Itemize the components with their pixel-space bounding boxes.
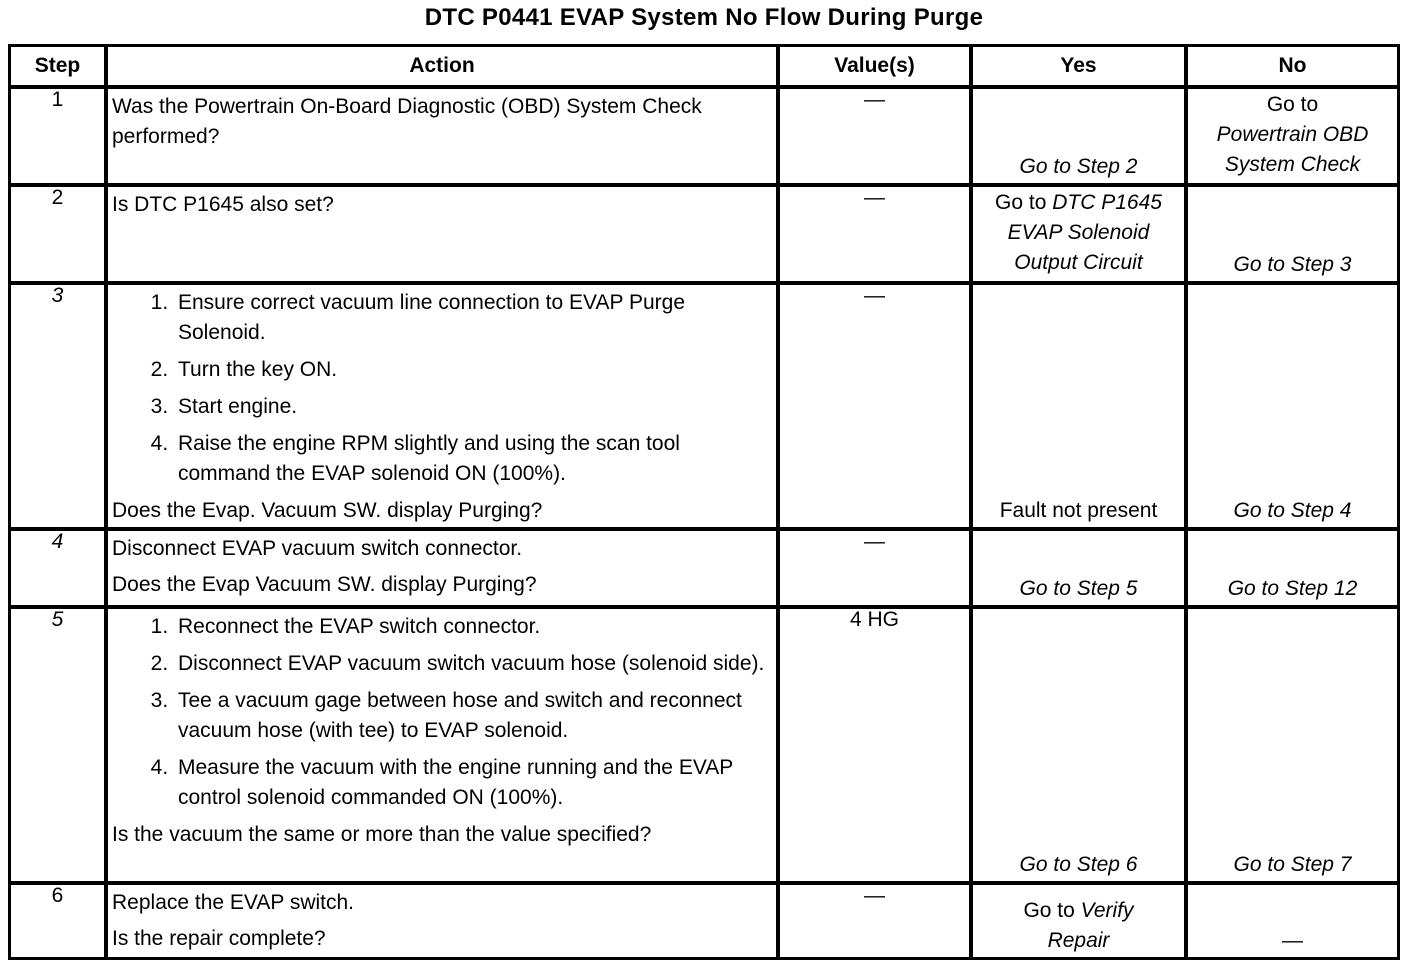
header-action: Action xyxy=(106,45,778,87)
table-row xyxy=(9,529,1399,607)
value-cell: — xyxy=(778,185,971,283)
value-cell: — xyxy=(778,283,971,529)
action-cell xyxy=(106,87,778,185)
action-text: Is DTC P1645 also set? xyxy=(112,193,334,216)
step-number: 6 xyxy=(9,883,106,959)
value-cell: — xyxy=(778,87,971,185)
procedure-item: 3. Tee a vacuum gage between hose and switch and reconnect vacuum hose (with tee) to EVAP solenoid. xyxy=(174,686,772,746)
action-text: Was the Powertrain On-Board Diagnostic (OBD) System Check performed? xyxy=(112,95,702,148)
header-row xyxy=(9,45,1399,87)
value-cell: — xyxy=(778,529,971,607)
no-text-line2: Powertrain OBD xyxy=(1216,123,1369,146)
procedure-item: 2. Disconnect EVAP vacuum switch vacuum hose (solenoid side). xyxy=(174,649,772,679)
procedure-item: 4. Raise the engine RPM slightly and using the scan tool command the EVAP solenoid ON (100%). xyxy=(174,429,772,489)
no-text-line1: Go to xyxy=(1266,93,1319,116)
action-cell xyxy=(106,607,778,883)
no-cell xyxy=(1186,283,1399,529)
no-text: Go to Step 3 xyxy=(1233,253,1352,276)
procedure-item: 4. Measure the vacuum with the engine running and the EVAP control solenoid commanded ON (100%). xyxy=(174,753,772,813)
yes-reference: Verify xyxy=(1080,899,1134,922)
no-cell xyxy=(1186,87,1399,185)
procedure-item: 2. Turn the key ON. xyxy=(174,355,772,385)
yes-prefix: Go to xyxy=(1023,899,1081,922)
action-question: Does the Evap. Vacuum SW. display Purging? xyxy=(112,499,543,522)
no-text: Go to Step 4 xyxy=(1233,499,1352,522)
yes-text: Go to Step 2 xyxy=(1019,155,1138,178)
action-cell xyxy=(106,283,778,529)
value-cell: — xyxy=(778,883,971,959)
yes-cell xyxy=(971,87,1186,185)
no-cell xyxy=(1186,607,1399,883)
yes-text-line2: Repair xyxy=(1047,929,1110,952)
no-text-line3: System Check xyxy=(1224,153,1361,176)
action-cell xyxy=(106,883,778,959)
step-number: 3 xyxy=(9,283,106,529)
yes-text: Go to Step 5 xyxy=(1019,577,1138,600)
table-row xyxy=(9,283,1399,529)
action-cell xyxy=(106,529,778,607)
table-row xyxy=(9,883,1399,959)
page-title: DTC P0441 EVAP System No Flow During Purge xyxy=(424,4,984,31)
step-number: 5 xyxy=(9,607,106,883)
no-cell xyxy=(1186,185,1399,283)
procedure-list xyxy=(112,288,772,489)
yes-text: Fault not present xyxy=(999,499,1158,522)
no-text: — xyxy=(1282,929,1303,952)
no-cell xyxy=(1186,883,1399,959)
action-question: Is the vacuum the same or more than the value specified? xyxy=(112,823,652,846)
yes-text-line1 xyxy=(977,188,1180,218)
procedure-list xyxy=(112,612,772,813)
procedure-item: 1. Reconnect the EVAP switch connector. xyxy=(174,612,772,642)
action-text: Replace the EVAP switch. xyxy=(112,891,355,914)
table-row xyxy=(9,87,1399,185)
yes-cell xyxy=(971,607,1186,883)
no-cell xyxy=(1186,529,1399,607)
step-number: 4 xyxy=(9,529,106,607)
header-no: No xyxy=(1186,45,1399,87)
table-row xyxy=(9,607,1399,883)
step-number: 2 xyxy=(9,185,106,283)
yes-reference: DTC P1645 xyxy=(1052,191,1162,214)
yes-text-line2: EVAP Solenoid xyxy=(1007,221,1150,244)
procedure-item: 1. Ensure correct vacuum line connection to EVAP Purge Solenoid. xyxy=(174,288,772,348)
value-cell: 4 HG xyxy=(778,607,971,883)
action-text: Disconnect EVAP vacuum switch connector. xyxy=(112,537,523,560)
yes-text-line1 xyxy=(977,896,1180,926)
action-question: Is the repair complete? xyxy=(112,927,326,950)
header-values: Value(s) xyxy=(778,45,971,87)
yes-cell xyxy=(971,883,1186,959)
yes-text-line3: Output Circuit xyxy=(1014,251,1143,274)
yes-cell xyxy=(971,185,1186,283)
no-text: Go to Step 12 xyxy=(1227,577,1358,600)
step-number: 1 xyxy=(9,87,106,185)
action-cell xyxy=(106,185,778,283)
action-question: Does the Evap Vacuum SW. display Purging? xyxy=(112,573,537,596)
header-yes: Yes xyxy=(971,45,1186,87)
yes-prefix: Go to xyxy=(995,191,1053,214)
yes-text: Go to Step 6 xyxy=(1019,853,1138,876)
no-text: Go to Step 7 xyxy=(1233,853,1352,876)
yes-cell xyxy=(971,529,1186,607)
yes-cell xyxy=(971,283,1186,529)
header-step: Step xyxy=(9,45,106,87)
procedure-item: 3. Start engine. xyxy=(174,392,772,422)
table-row xyxy=(9,185,1399,283)
diagnostic-table xyxy=(8,44,1400,960)
